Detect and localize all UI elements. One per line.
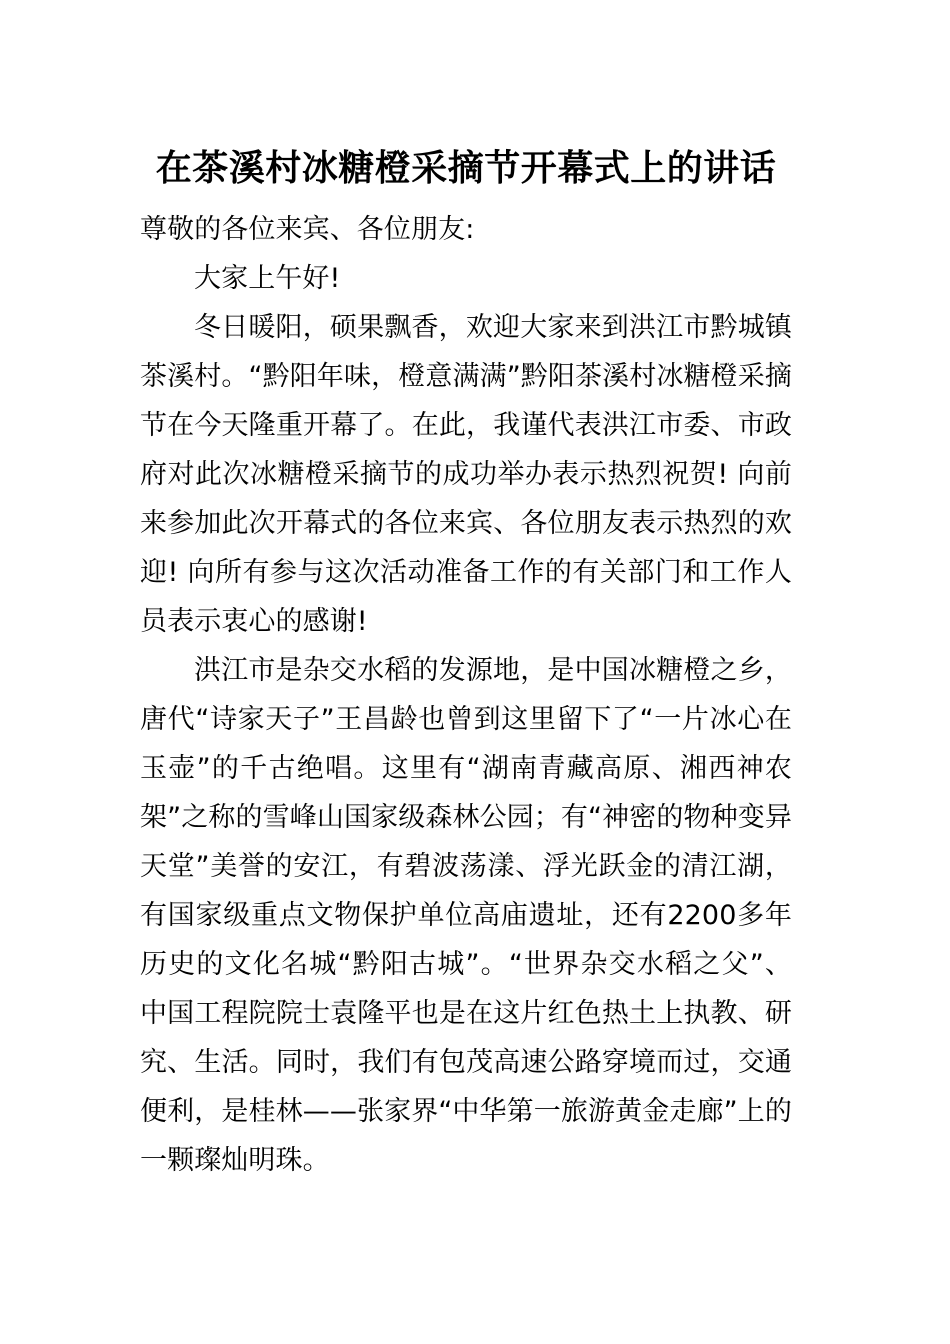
paragraph-welcome-block [140,303,792,646]
paragraph-heritage-block [140,646,792,1185]
paragraph-salutation-block [140,205,792,254]
paragraph-greeting: 大家上午好! [194,263,341,294]
paragraph-greeting-block [140,254,792,303]
paragraph-salutation: 尊敬的各位来宾、各位朋友: [140,214,475,245]
page-title: 在茶溪村冰糖橙采摘节开幕式上的讲话 [155,147,777,190]
paragraph-heritage: 洪江市是杂交水稻的发源地，是中国冰糖橙之乡，唐代“诗家天子”王昌龄也曾到这里留下了“一片冰心在玉壶”的千古绝唱。这里有“湖南青藏高原、湘西神农架”之称的雪峰山国家级森林公园；有“神密的物种变异天堂”美誉的安江，有碧波荡漾、浮光跃金的清江湖，有国家级重点文物保护单位高庙遗址，还有2200多年历史的文化名城“黔阳古城”。“世界杂交水稻之父”、中国工程院院士袁隆平也是在这片红色热土上执教、研究、生活。同时，我们有包茂高速公路穿境而过，交通便利，是桂林——张家界“中华第一旅游黄金走廊”上的一颗璨灿明珠。 [140,655,792,1176]
paragraph-welcome: 冬日暖阳，硕果飘香，欢迎大家来到洪江市黔城镇茶溪村。“黔阳年味，橙意满满”黔阳茶溪村冰糖橙采摘节在今天隆重开幕了。在此，我谨代表洪江市委、市政府对此次冰糖橙采摘节的成功举办表示热烈祝贺! 向前来参加此次开幕式的各位来宾、各位朋友表示热烈的欢迎! 向所有参与这次活动准备工作的有关部门和工作人员表示衷心的感谢! [140,312,792,637]
